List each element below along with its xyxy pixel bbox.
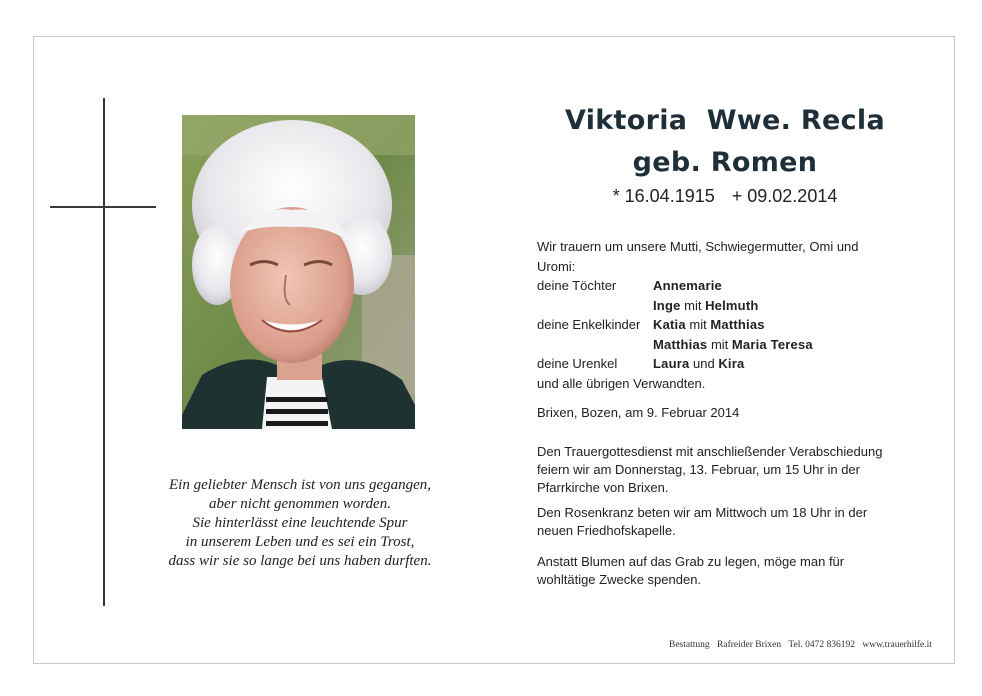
deceased-name: [525, 100, 925, 184]
life-dates: [525, 186, 925, 207]
cross-vertical-bar: [103, 98, 105, 606]
intro-line: Uromi:: [537, 258, 576, 274]
daughter-name: Annemarie: [653, 278, 722, 293]
poem-line: in unserem Leben und es sei ein Trost,: [185, 534, 415, 550]
grandchildren-label: deine Enkelkinder: [537, 317, 641, 332]
funeral-service-text: Den Trauergottesdienst mit anschließender Verabschiedung feiern wir am Donnerstag, 13. Februar, um 15 Uhr in der Pfarrkirche von Brixen.: [537, 444, 883, 495]
family-notice: [537, 237, 917, 423]
footer-phone: Tel. 0472 836192: [788, 640, 855, 650]
daughter-name: Inge mit Helmuth: [653, 297, 759, 313]
death-date: + 09.02.2014: [731, 186, 838, 206]
poem-line: dass wir sie so lange bei uns haben durften.: [168, 553, 432, 569]
grandchild-name: Katia mit Matthias: [653, 317, 765, 332]
great-grandchildren-label: deine Urenkel: [537, 356, 618, 371]
rosary-text: Den Rosenkranz beten wir am Mittwoch um 18 Uhr in der neuen Friedhofskapelle.: [537, 505, 868, 538]
funeral-home-footer: [669, 640, 937, 650]
memorial-poem: [130, 476, 470, 571]
cross-horizontal-bar: [50, 206, 156, 208]
poem-line: aber nicht genommen worden.: [209, 496, 391, 512]
flowers-text: Anstatt Blumen auf das Grab zu legen, möge man für wohltätige Zwecke spenden.: [537, 554, 845, 587]
name-line-2: geb. Romen: [632, 147, 818, 178]
portrait-photo: [182, 115, 415, 429]
intro-line: Wir trauern um unsere Mutti, Schwiegermutter, Omi und: [537, 239, 859, 254]
poem-line: Ein geliebter Mensch ist von uns gegangen,: [168, 477, 432, 493]
birth-date: * 16.04.1915: [612, 186, 715, 206]
grandchild-name: Matthias mit Maria Teresa: [653, 336, 813, 352]
great-grandchild-name: Laura und Kira: [653, 356, 745, 371]
poem-line: Sie hinterlässt eine leuchtende Spur: [192, 515, 408, 531]
name-line-1: Viktoria Wwe. Recla: [565, 105, 885, 136]
footer-company: Rafreider Brixen: [717, 640, 782, 650]
place-date: Brixen, Bozen, am 9. Februar 2014: [537, 405, 740, 420]
footer-website: www.trauerhilfe.it: [862, 640, 932, 650]
daughters-label: deine Töchter: [537, 278, 617, 293]
footer-label: Bestattung: [669, 640, 710, 650]
relatives-line: und alle übrigen Verwandten.: [537, 375, 706, 391]
